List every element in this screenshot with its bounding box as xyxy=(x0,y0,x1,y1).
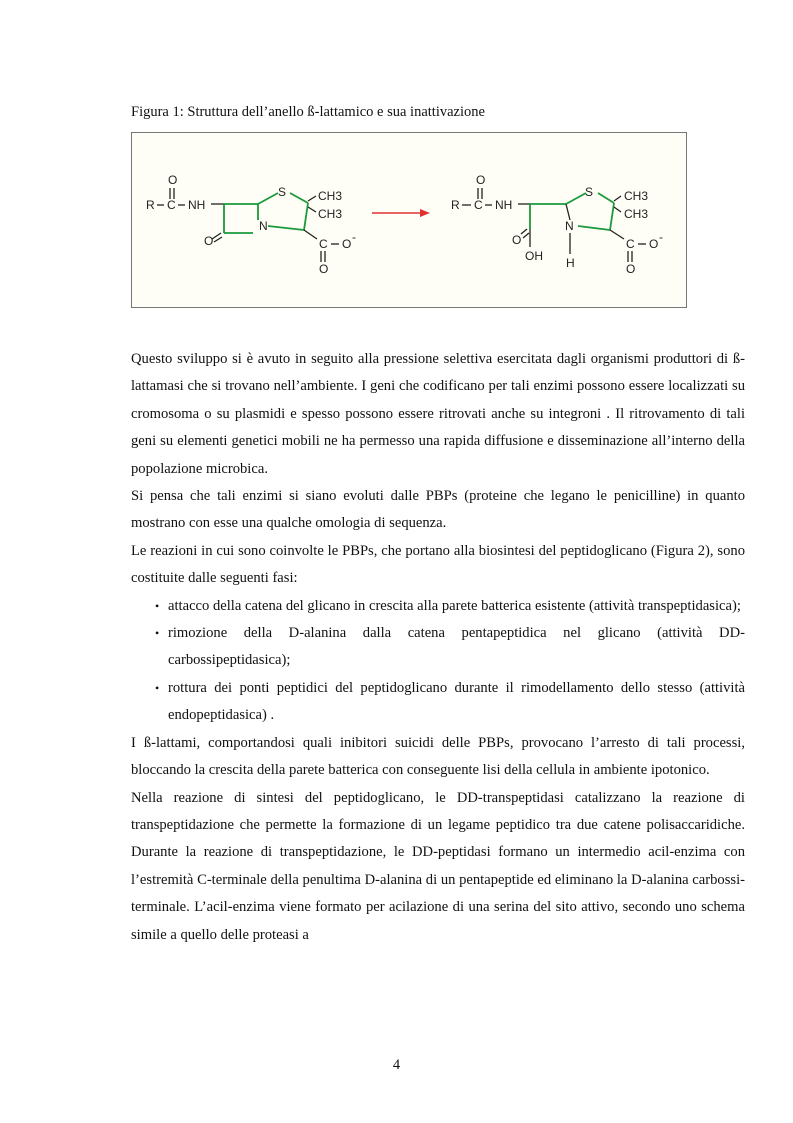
carboxyl-oxygen-label: O xyxy=(319,262,329,276)
hydrolyzed-beta-lactam-molecule xyxy=(451,173,663,276)
reaction-arrow xyxy=(372,209,430,217)
carboxyl-carbon-label: C xyxy=(626,237,635,251)
bullet-icon: • xyxy=(155,598,160,613)
hydroxyl-label: OH xyxy=(525,249,543,263)
list-item xyxy=(131,593,745,620)
list-item xyxy=(131,620,745,675)
ring-nitrogen-label: N xyxy=(259,219,268,233)
acyl-oxygen-label: O xyxy=(168,173,178,187)
list-item xyxy=(131,675,745,730)
page-number: 4 xyxy=(392,1057,401,1073)
carbonyl-carbon-label: C xyxy=(474,198,483,212)
paragraph: Si pensa che tali enzimi si siano evoluti dalle PBPs (proteine che legano le penicilline) in quanto mostrano con esse una qualche omologia di sequenza. xyxy=(131,488,745,532)
chemical-structure-diagram xyxy=(132,133,688,309)
r-group-label: R xyxy=(451,198,460,212)
negative-charge-label: - xyxy=(352,230,356,244)
paragraph: Questo sviluppo si è avuto in seguito alla pressione selettiva esercitata dagli organismi produttori di ß-lattamasi che si trovano nell’ambiente. I geni che codificano per tali enzimi possono essere localizzati su cromosoma o su plasmidi e spesso possono essere ritrovati anche su integroni . Il ritrovamento di tali geni su elementi genetici mobili ne ha permesso una rapida diffusione e disseminazione all’interno della popolazione microbica. xyxy=(131,351,745,477)
negative-charge-label: - xyxy=(659,230,663,244)
amine-hydrogen-label: H xyxy=(566,256,575,270)
intact-beta-lactam-molecule xyxy=(146,173,356,276)
methyl-group-1-label: CH3 xyxy=(318,189,343,203)
bullet-icon: • xyxy=(155,680,160,695)
list-item-text: rottura dei ponti peptidici del peptidoglicano durante il rimodellamento dello stesso (attività endopeptidasica) . xyxy=(168,679,745,724)
methyl-group-2-label: CH3 xyxy=(624,207,649,221)
list-item-text: attacco della catena del glicano in crescita alla parete batterica esistente (attività transpeptidasica); xyxy=(168,597,741,614)
ring-nitrogen-label: N xyxy=(565,219,574,233)
amide-nh-label: NH xyxy=(495,198,513,212)
r-group-label: R xyxy=(146,198,155,212)
list-item-text: rimozione della D-alanina dalla catena pentapeptidica nel glicano (attività DD-carbossipeptidasica); xyxy=(168,625,745,669)
carboxyl-oxygen-label: O xyxy=(626,262,636,276)
lactam-oxygen-label: O xyxy=(204,234,214,248)
acid-oxygen-label: O xyxy=(512,233,522,247)
pbp-reaction-phases-list xyxy=(131,593,745,730)
bullet-icon: • xyxy=(155,626,160,641)
amide-nh-label: NH xyxy=(188,198,206,212)
figure-caption: Figura 1: Struttura dell’anello ß-lattamico e sua inattivazione xyxy=(131,104,485,120)
carbonyl-carbon-label: C xyxy=(167,198,176,212)
carboxylate-oxygen-label: O xyxy=(342,237,352,251)
body-text xyxy=(131,346,745,949)
carboxyl-carbon-label: C xyxy=(319,237,328,251)
sulfur-label: S xyxy=(278,185,287,199)
methyl-group-2-label: CH3 xyxy=(318,207,343,221)
sulfur-label: S xyxy=(585,185,594,199)
paragraph: Le reazioni in cui sono coinvolte le PBPs, che portano alla biosintesi del peptidoglicano (Figura 2), sono costituite dalle seguenti fasi: xyxy=(131,542,745,587)
paragraph: Nella reazione di sintesi del peptidoglicano, le DD-transpeptidasi catalizzano la reazione di transpeptidazione che permette la formazione di un legame peptidico tra due catene polisaccaridiche. Durante la reazione di transpeptidazione, le DD-peptidasi formano un intermedio acil-enzima con l’estremità C-terminale della penultima D-alanina di un pentapeptide ed eliminano la D-alanina carbossi-terminale. L’acil-enzima viene formato per acilazione di una serina del sito attivo, secondo uno schema simile a quello delle proteasi a xyxy=(131,789,745,943)
acyl-oxygen-label: O xyxy=(476,173,486,187)
beta-lactam-figure xyxy=(131,132,687,308)
carboxylate-oxygen-label: O xyxy=(649,237,659,251)
methyl-group-1-label: CH3 xyxy=(624,189,649,203)
paragraph: I ß-lattami, comportandosi quali inibitori suicidi delle PBPs, provocano l’arresto di tali processi, bloccando la crescita della parete batterica con conseguente lisi della cellula in ambiente ipotonico. xyxy=(131,734,745,779)
